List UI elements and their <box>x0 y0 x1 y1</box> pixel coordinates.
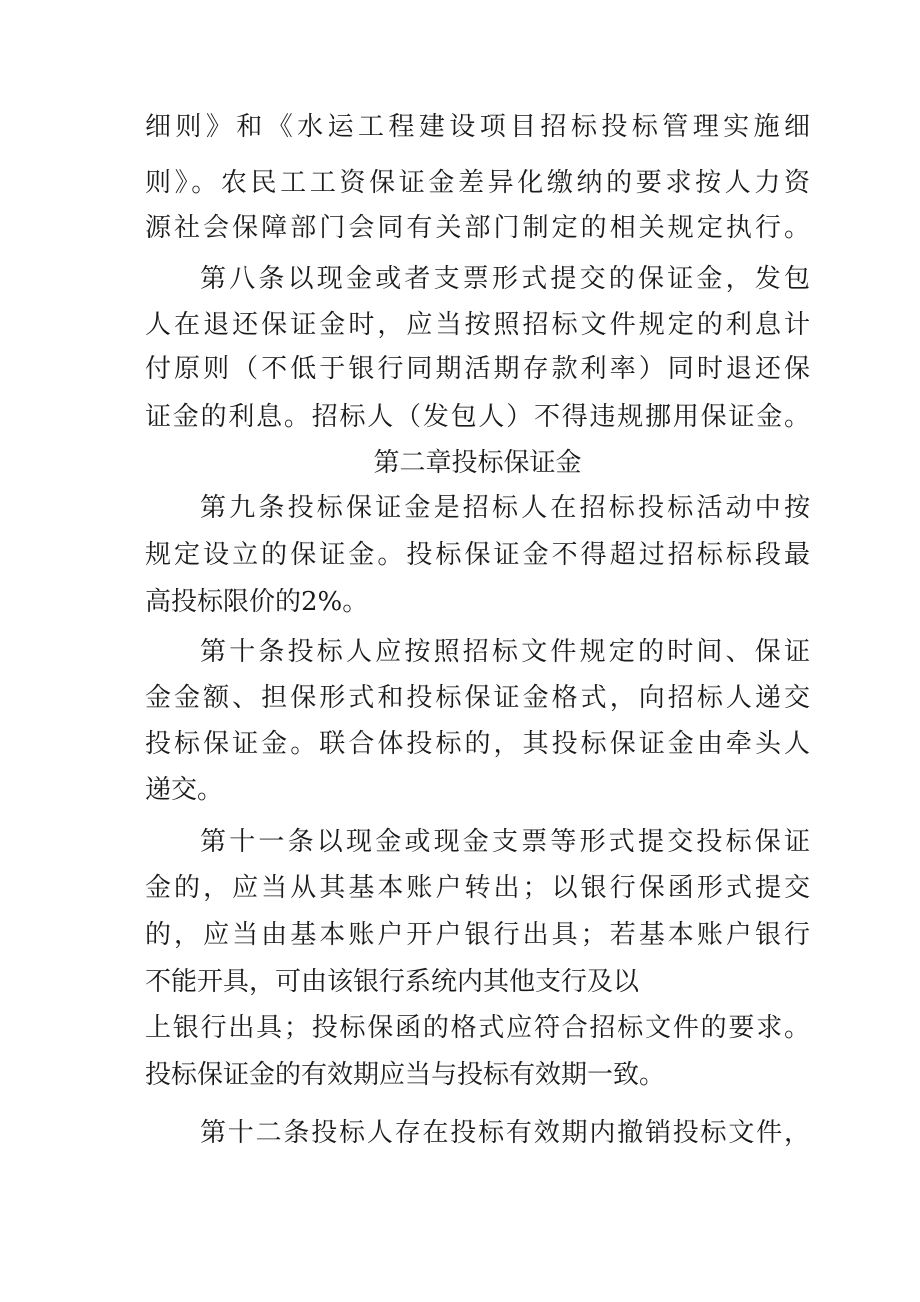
text-line: 证金的利息。招标人（发包人）不得违规挪用保证金。 <box>145 402 810 432</box>
text-line: 则》。农民工工资保证金差异化缴纳的要求按人力资 <box>145 168 810 198</box>
text-line: 金的，应当从其基本账户转出；以银行保函形式提交 <box>145 873 810 903</box>
article-9-first-line: 第九条投标保证金是招标人在招标投标活动中按 <box>200 493 810 523</box>
text-line: 规定设立的保证金。投标保证金不得超过招标标段最 <box>145 540 810 570</box>
text-line: 投标保证金。联合体投标的，其投标保证金由牵头人 <box>145 729 810 759</box>
text-line: 付原则（不低于银行同期活期存款利率）同时退还保 <box>145 354 810 384</box>
article-8-first-line: 第八条以现金或者支票形式提交的保证金，发包 <box>200 264 810 294</box>
text-line: 细则》和《水运工程建设项目招标投标管理实施细 <box>145 112 810 142</box>
text-line: 上银行出具；投标保函的格式应符合招标文件的要求。 <box>145 1013 810 1043</box>
text-line: 的，应当由基本账户开户银行出具；若基本账户银行 <box>145 920 810 950</box>
text-line: 金金额、担保形式和投标保证金格式，向招标人递交 <box>145 683 810 713</box>
chapter-heading: 第二章投标保证金 <box>373 448 582 478</box>
text-line: 递交。 <box>145 775 224 805</box>
text-line: 投标保证金的有效期应当与投标有效期一致。 <box>145 1060 666 1090</box>
article-12-first-line: 第十二条投标人存在投标有效期内撤销投标文件， <box>200 1118 810 1148</box>
article-11-first-line: 第十一条以现金或现金支票等形式提交投标保证 <box>200 827 810 857</box>
text-line: 不能开具，可由该银行系统内其他支行及以 <box>145 967 640 997</box>
text-line: 高投标限价的2%。 <box>145 587 369 617</box>
text-line: 源社会保障部门会同有关部门制定的相关规定执行。 <box>145 213 810 243</box>
article-10-first-line: 第十条投标人应按照招标文件规定的时间、保证 <box>200 637 810 667</box>
text-line: 人在退还保证金时，应当按照招标文件规定的利息计 <box>145 310 810 340</box>
